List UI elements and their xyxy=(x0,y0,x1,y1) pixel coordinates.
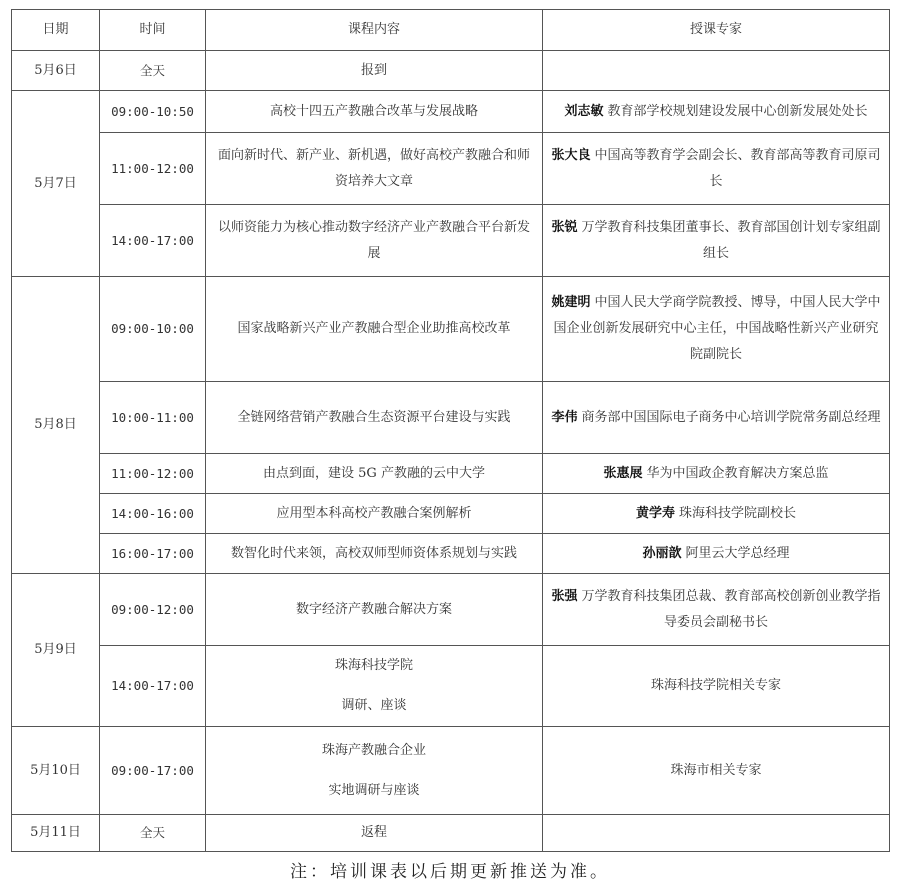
content-cell xyxy=(206,646,543,727)
time-cell: 11:00-12:00 xyxy=(100,133,206,205)
header-date: 日期 xyxy=(12,10,100,51)
expert-name: 姚建明 xyxy=(551,295,591,310)
expert-title: 华为中国政企教育解决方案总监 xyxy=(646,465,829,481)
content-cell: 应用型本科高校产教融合案例解析 xyxy=(206,494,543,534)
expert-cell xyxy=(543,815,890,852)
time-cell: 10:00-11:00 xyxy=(100,382,206,454)
expert-title: 阿里云大学总经理 xyxy=(685,545,790,561)
table-row xyxy=(12,646,890,727)
expert-name: 刘志敏 xyxy=(564,103,604,119)
header-time: 时间 xyxy=(100,10,206,51)
expert-name: 李伟 xyxy=(551,409,578,425)
header-expert: 授课专家 xyxy=(543,10,890,51)
time-cell: 09:00-10:50 xyxy=(100,91,206,133)
table-row xyxy=(12,205,890,277)
expert-cell: 珠海市相关专家 xyxy=(543,727,890,815)
date-cell: 5月10日 xyxy=(12,727,100,815)
table-row xyxy=(12,91,890,133)
expert-cell xyxy=(543,91,890,133)
time-cell: 09:00-17:00 xyxy=(100,727,206,815)
time-cell: 09:00-12:00 xyxy=(100,574,206,646)
expert-name: 张强 xyxy=(551,588,578,604)
expert-title: 万学教育科技集团总裁、教育部高校创新创业教学指导委员会副秘书长 xyxy=(581,588,881,630)
date-cell: 5月7日 xyxy=(12,91,100,277)
content-cell: 报到 xyxy=(206,51,543,91)
expert-cell xyxy=(543,494,890,534)
content-line: 实地调研与座谈 xyxy=(328,782,420,798)
content-cell: 全链网络营销产教融合生态资源平台建设与实践 xyxy=(206,382,543,454)
expert-cell xyxy=(543,277,890,382)
table-row xyxy=(12,727,890,815)
time-cell: 全天 xyxy=(100,51,206,91)
time-cell: 14:00-16:00 xyxy=(100,494,206,534)
table-row xyxy=(12,454,890,494)
content-cell: 高校十四五产教融合改革与发展战略 xyxy=(206,91,543,133)
schedule-table xyxy=(11,9,890,852)
date-cell: 5月11日 xyxy=(12,815,100,852)
date-cell: 5月8日 xyxy=(12,277,100,574)
content-line: 珠海科技学院 xyxy=(334,658,413,673)
table-row xyxy=(12,133,890,205)
content-cell: 国家战略新兴产业产教融合型企业助推高校改革 xyxy=(206,277,543,382)
time-cell: 14:00-17:00 xyxy=(100,646,206,727)
date-cell: 5月9日 xyxy=(12,574,100,727)
table-row xyxy=(12,51,890,91)
expert-name: 黄学寿 xyxy=(635,505,675,521)
time-cell: 09:00-10:00 xyxy=(100,277,206,382)
content-cell xyxy=(206,727,543,815)
expert-title: 商务部中国国际电子商务中心培训学院常务副总经理 xyxy=(581,409,881,425)
table-row xyxy=(12,494,890,534)
expert-name: 张锐 xyxy=(551,219,578,235)
expert-cell xyxy=(543,534,890,574)
content-cell: 数智化时代来领，高校双师型师资体系规划与实践 xyxy=(206,534,543,574)
content-cell: 数字经济产教融合解决方案 xyxy=(206,574,543,646)
time-cell: 11:00-12:00 xyxy=(100,454,206,494)
expert-cell xyxy=(543,133,890,205)
time-cell: 全天 xyxy=(100,815,206,852)
expert-cell xyxy=(543,205,890,277)
header-row xyxy=(12,10,890,51)
table-row xyxy=(12,815,890,852)
expert-cell xyxy=(543,454,890,494)
expert-name: 张大良 xyxy=(551,147,591,163)
expert-cell: 珠海科技学院相关专家 xyxy=(543,646,890,727)
time-cell: 16:00-17:00 xyxy=(100,534,206,574)
content-line: 调研、座谈 xyxy=(341,698,407,713)
expert-title: 万学教育科技集团董事长、教育部国创计划专家组副组长 xyxy=(581,219,881,261)
expert-title: 珠海科技学院副校长 xyxy=(679,505,797,521)
expert-cell xyxy=(543,382,890,454)
content-cell: 由点到面，建设 5G 产教融的云中大学 xyxy=(206,454,543,494)
table-row xyxy=(12,382,890,454)
footnote: 注：培训课表以后期更新推送为准。 xyxy=(290,862,610,882)
date-cell: 5月6日 xyxy=(12,51,100,91)
expert-cell xyxy=(543,574,890,646)
expert-cell xyxy=(543,51,890,91)
expert-name: 张惠展 xyxy=(603,465,643,481)
table-row xyxy=(12,574,890,646)
content-cell: 返程 xyxy=(206,815,543,852)
expert-title: 教育部学校规划建设发展中心创新发展处处长 xyxy=(607,103,868,119)
table-row xyxy=(12,534,890,574)
table-row xyxy=(12,277,890,382)
content-cell: 面向新时代、新产业、新机遇，做好高校产教融合和师资培养大文章 xyxy=(206,133,543,205)
header-content: 课程内容 xyxy=(206,10,543,51)
content-line: 珠海产教融合企业 xyxy=(321,742,426,758)
content-cell: 以师资能力为核心推动数字经济产业产教融合平台新发展 xyxy=(206,205,543,277)
expert-title: 中国人民大学商学院教授、博导，中国人民大学中国企业创新发展研究中心主任，中国战略性新兴产业研究院副院长 xyxy=(553,295,881,362)
expert-title: 中国高等教育学会副会长、教育部高等教育司原司长 xyxy=(594,147,881,189)
time-cell: 14:00-17:00 xyxy=(100,205,206,277)
expert-name: 孙丽歆 xyxy=(642,545,682,561)
